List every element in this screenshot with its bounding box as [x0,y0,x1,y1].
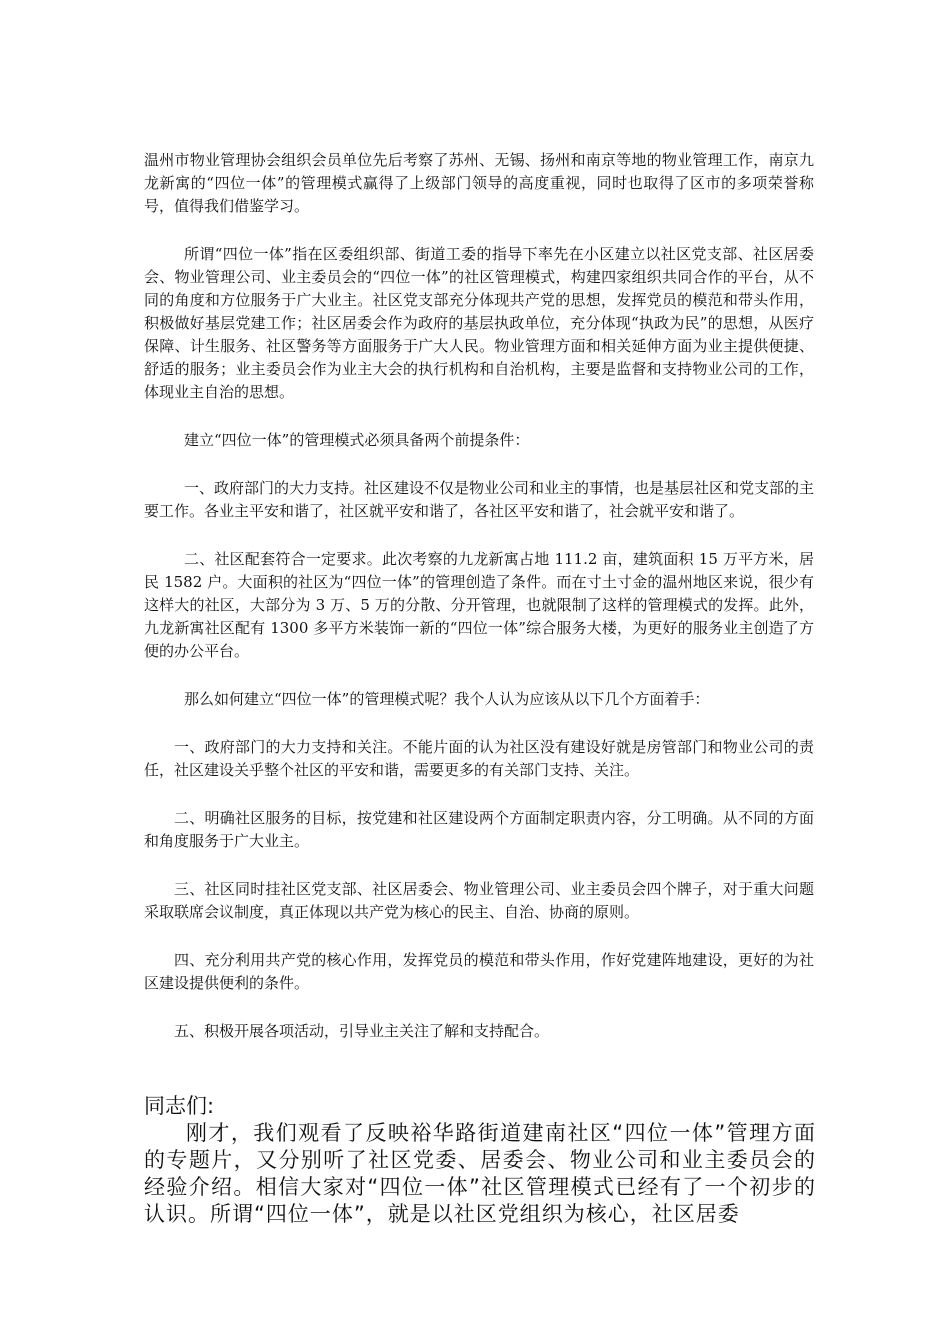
paragraph-precondition-1: 一、政府部门的大力支持。社区建设不仅是物业公司和业主的事情，也是基层社区和党支部的主要工作。各业主平安和谐了，社区就平安和谐了，各社区平安和谐了，社会就平安和谐了。 [144,479,815,520]
speech-section [144,1093,816,1228]
paragraph-definition: 所谓“四位一体”指在区委组织部、街道工委的指导下率先在小区建立以社区党支部、社区居委会、物业管理公司、业主委员会的“四位一体”的社区管理模式，构建四家组织共同合作的平台，从不同的角度和方位服务于广大业主。社区党支部充分体现共产党的思想，发挥党员的模范和带头作用，积极做好基层党建工作；社区居委会作为政府的基层执政单位，充分体现“执政为民”的思想，从医疗保障、计生服务、社区警务等方面服务于广大人民。物业管理方面和相关延伸方面为业主提供便捷、舒适的服务；业主委员会作为业主大会的执行机构和自治机构，主要是监督和支持物业公司的工作，体现业主自治的思想。 [144,245,814,401]
article-body [144,149,814,1068]
paragraph-method-2: 二、明确社区服务的目标，按党建和社区建设两个方面制定职责内容，分工明确。从不同的方面和角度服务于广大业主。 [144,809,814,850]
paragraph-how-heading: 那么如何建立“四位一体”的管理模式呢？我个人认为应该从以下几个方面着手： [184,690,710,708]
paragraph-method-3: 三、社区同时挂社区党支部、社区居委会、物业管理公司、业主委员会四个牌子，对于重大问题采取联席会议制度，真正体现以共产党为核心的民主、自治、协商的原则。 [144,880,814,921]
speech-greeting: 同志们: [144,1094,215,1118]
paragraph-preconditions-heading: 建立“四位一体”的管理模式必须具备两个前提条件： [184,431,530,449]
paragraph-precondition-2: 二、社区配套符合一定要求。此次考察的九龙新寓占地 111.2 亩，建筑面积 15 万平方米，居民 1582 户。大面积的社区为“四位一体”的管理创造了条件。而在寸土寸金的温州地区来说，很少有这样大的社区，大部分为 3 万、5 万的分散、分开管理，也就限制了这样的管理模式的发挥。此外，九龙新寓社区配有 1300 多平方米装饰一新的“四位一体”综合服务大楼，为更好的服务业主创造了方便的办公平台。 [144,550,814,660]
paragraph-intro: 温州市物业管理协会组织会员单位先后考察了苏州、无锡、扬州和南京等地的物业管理工作，南京九龙新寓的“四位一体”的管理模式赢得了上级部门领导的高度重视，同时也取得了区市的多项荣誉称号，值得我们借鉴学习。 [144,151,814,215]
speech-paragraph: 刚才，我们观看了反映裕华路街道建南社区“四位一体”管理方面的专题片，又分别听了社区党委、居委会、物业公司和业主委员会的经验介绍。相信大家对“四位一体”社区管理模式已经有了一个初步的认识。所谓“四位一体”，就是以社区党组织为核心，社区居委 [144,1121,816,1226]
paragraph-method-5: 五、积极开展各项活动，引导业主关注了解和支持配合。 [174,1022,550,1040]
paragraph-method-1: 一、政府部门的大力支持和关注。不能片面的认为社区没有建设好就是房管部门和物业公司的责任，社区建设关乎整个社区的平安和谐，需要更多的有关部门支持、关注。 [144,738,814,779]
paragraph-method-4: 四、充分利用共产党的核心作用，发挥党员的模范和带头作用，作好党建阵地建设，更好的为社区建设提供便利的条件。 [144,951,814,992]
